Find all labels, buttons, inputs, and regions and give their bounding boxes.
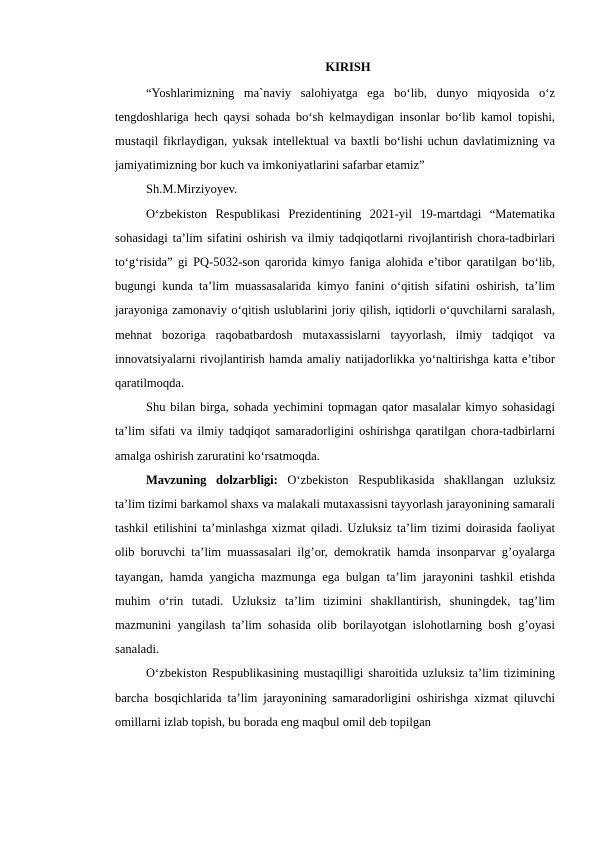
document-body [115, 55, 555, 734]
relevance-text: O‘zbekiston Respublikasida shakllangan uzluksiz ta’lim tizimi barkamol shaxs va malakali mutaxassisni tayyorlash jarayonining samarali tashkil etilishini ta’minlashga xizmat qiladi. Uzluksiz ta’lim tizimi doirasida faoliyat olib boruvchi ta’lim muassasalari ilg’or, demokratik hamda insonparvar g’oyalarga tayangan, hamda yangicha mazmunga ega bulgan ta’lim jarayonini tashkil etishda muhim o‘rin tutadi. Uzluksiz ta’lim tizimini shakllantirish, shuningdek, tag’lim mazmunini yangilash ta’lim sohasida olib borilayotgan islohotlarning bosh g’oyasi sanaladi. [115, 472, 556, 657]
section-title: KIRISH [325, 60, 371, 74]
paragraph-problems: Shu bilan birga, sohada yechimini topmagan qator masalalar kimyo sohasidagi ta’lim sifati va ilmiy tadqiqot samaradorligini oshirishga qaratilgan chora-tadbirlarni amalga oshirish zaruratini ko‘rsatmoqda. [115, 400, 555, 463]
paragraph-decree: O‘zbekiston Respublikasi Prezidentining 2021-yil 19-martdagi “Matematika sohasidagi ta’lim sifatini oshirish va ilmiy tadqiqotlarni rivojlantirish chora-tadbirlari to‘g‘risida” gi PQ-5032-son qarorida kimyo faniga alohida e’tibor qaratilgan bo‘lib, bugungi kunda ta’lim muassasalarida kimyo fanini o‘qitish sifatini oshirish, ta’lim jarayoniga zamonaviy o‘qitish uslublarini joriy qilish, iqtidorli o‘quvchilarni saralash, mehnat bozoriga raqobatbardosh mutaxassislarni tayyorlash, ilmiy tadqiqot va innovatsiyalarni rivojlantirish hamda amaliy natijadorlikka yo‘naltirishga katta e’tibor qaratilmoqda. [115, 206, 555, 390]
paragraph-independence: O‘zbekiston Respublikasining mustaqilligi sharoitida uzluksiz ta’lim tizimining barcha bosqichlarida ta’lim jarayonining samaradorligini oshirishga xizmat qiluvchi omillarni izlab topish, bu borada eng maqbul omil deb topilgan [115, 666, 555, 729]
relevance-heading: Mavzuning dolzarbligi: [146, 472, 278, 487]
epigraph-author: Sh.M.Mirziyoyev. [146, 182, 238, 197]
epigraph-quote: “Yoshlarimizning ma`naviy salohiyatga ega bo‘lib, dunyo miqyosida o‘z tengdoshlariga hech qaysi sohada bo‘sh kelmaydigan insonlar bo‘lib kamol topishi, mustaqil fikrlaydigan, yuksak intellektual va baxtli bo‘lishi uchun davlatimizning va jamiyatimizning bor kuch va imkoniyatlarini safarbar etamiz” [115, 85, 555, 173]
paragraph-relevance [115, 468, 555, 662]
